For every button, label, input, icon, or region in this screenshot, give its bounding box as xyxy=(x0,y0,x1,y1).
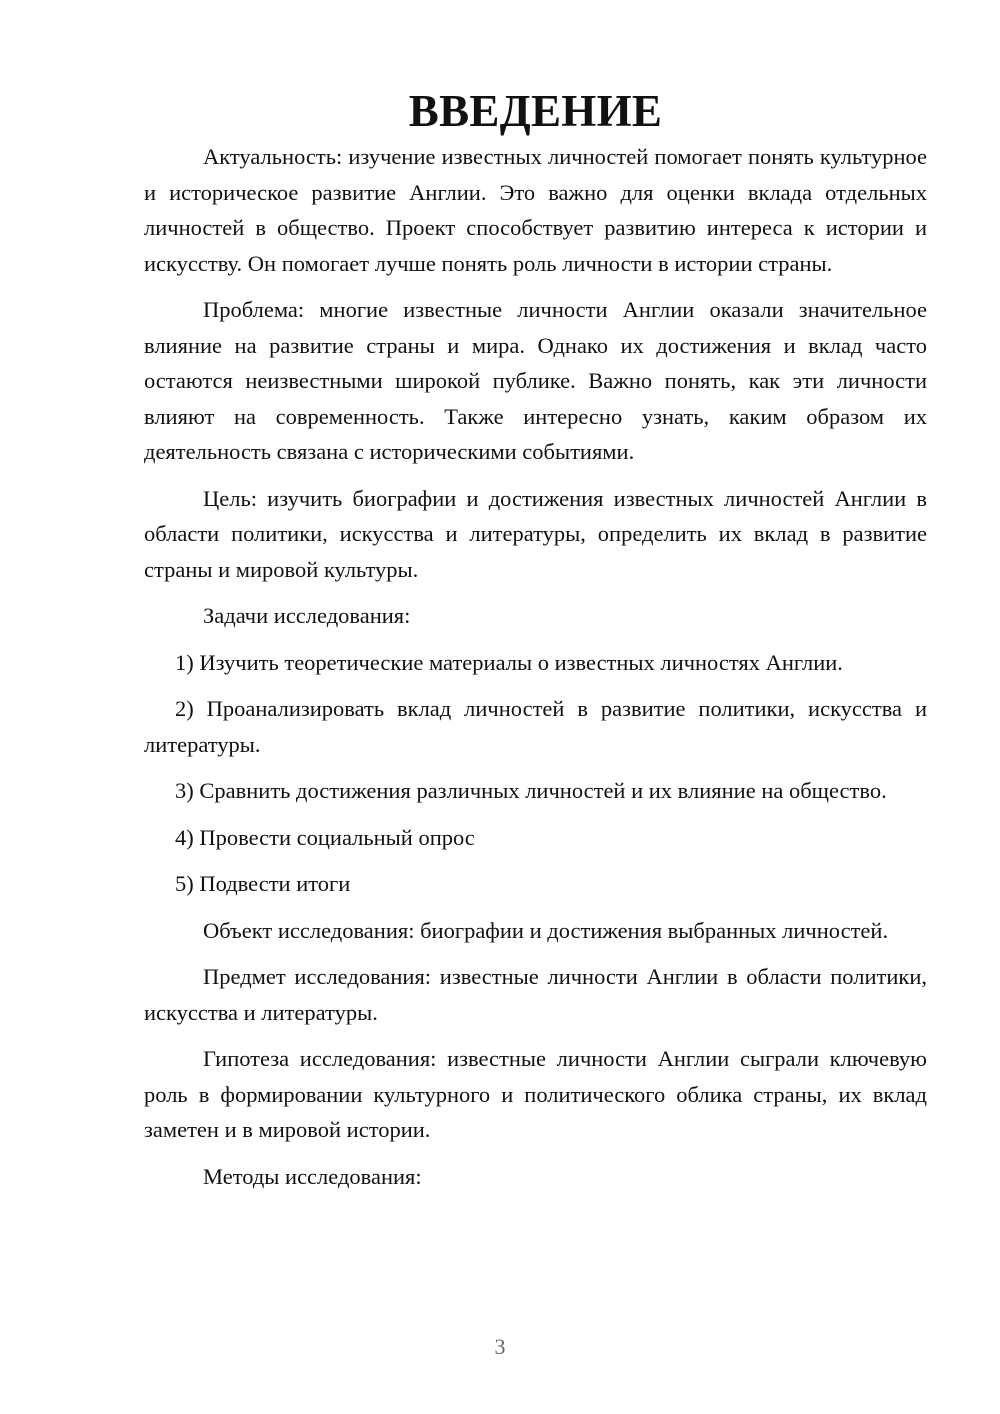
hypothesis-paragraph: Гипотеза исследования: известные личности Англии сыграли ключевую роль в формировании культурного и политического облика страны, их вклад заметен и в мировой истории. xyxy=(144,1046,927,1142)
section-title: ВВЕДЕНИЕ xyxy=(408,86,663,136)
methods-heading: Методы исследования: xyxy=(203,1163,422,1189)
goal-paragraph: Цель: изучить биографии и достижения известных личностей Англии в области политики, искусства и литературы, определить их вклад в развитие страны и мировой культуры. xyxy=(144,485,927,582)
page-body xyxy=(144,86,927,1205)
relevance-paragraph: Актуальность: изучение известных личностей помогает понять культурное и историческое развитие Англии. Это важно для оценки вклада отдельных личностей в общество. Проект способствует развитию интереса к истории и искусству. Он помогает лучше понять роль личности в истории страны. xyxy=(144,144,927,276)
problem-paragraph: Проблема: многие известные личности Англии оказали значительное влияние на развитие страны и мира. Однако их достижения и вклад часто остаются неизвестными широкой публике. Важно понять, как эти личности влияют на современность. Также интересно узнать, каким образом их деятельность связана с историческими событиями. xyxy=(144,297,927,464)
task-item-2: 2) Проанализировать вклад личностей в развитие политики, искусства и литературы. xyxy=(144,696,927,757)
task-item-5: 5) Подвести итоги xyxy=(175,871,351,896)
research-object-paragraph: Объект исследования: биографии и достижения выбранных личностей. xyxy=(203,917,889,943)
tasks-heading: Задачи исследования: xyxy=(203,603,411,628)
task-item-4: 4) Провести социальный опрос xyxy=(175,824,475,850)
task-item-1: 1) Изучить теоретические материалы о известных личностях Англии. xyxy=(175,649,843,675)
task-item-3: 3) Сравнить достижения различных личностей и их влияние на общество. xyxy=(175,778,887,803)
page-number: 3 xyxy=(494,1334,506,1359)
research-subject-paragraph: Предмет исследования: известные личности Англии в области политики, искусства и литературы. xyxy=(144,964,927,1025)
